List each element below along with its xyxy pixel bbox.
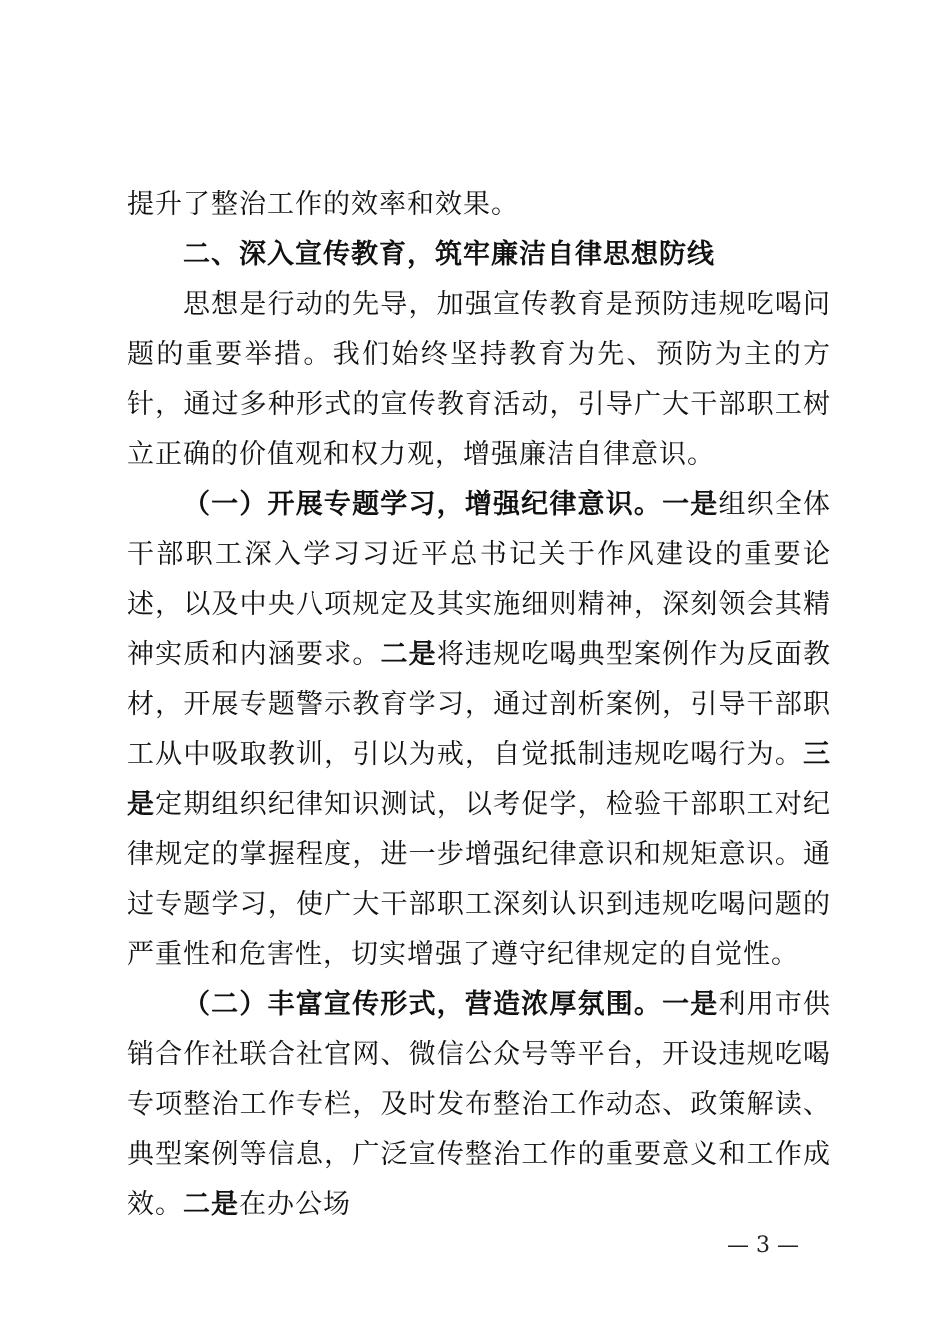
subsection-title: （二）丰富宣传形式，营造浓厚氛围。 xyxy=(183,989,663,1020)
text-run: 利用市供销合作社联合社官网、微信公众号等平台，开设违规吃喝专项整治工作专栏，及时发布整治工作动态、政策解读、典型案例等信息，广泛宣传整治工作的重要意义和工作成效。 xyxy=(127,989,832,1220)
document-page xyxy=(127,180,831,1230)
subsection-title: （一）开展专题学习，增强纪律意识。 xyxy=(183,489,663,520)
point-marker: 二是 xyxy=(380,639,437,670)
heading-text: 二、深入宣传教育，筑牢廉洁自律思想防线 xyxy=(183,239,715,270)
page-number: — 3 — xyxy=(727,1233,799,1258)
text-run: 在办公场 xyxy=(239,1189,351,1220)
point-marker: 二是 xyxy=(183,1189,239,1220)
text-run: 提升了整治工作的效率和效果。 xyxy=(127,189,519,220)
text-run: 定期组织纪律知识测试，以考促学，检验干部职工对纪律规定的掌握程度，进一步增强纪律意识和规矩意识。通过专题学习，使广大干部职工深刻认识到违规吃喝问题的严重性和危害性，切实增强了遵守纪律规定的自觉性。 xyxy=(127,789,832,970)
paragraph-subsection-2 xyxy=(127,980,831,1230)
paragraph-subsection-1 xyxy=(127,480,831,980)
point-marker: 一是 xyxy=(662,489,719,520)
point-marker: 三是 xyxy=(127,739,831,820)
paragraph-intro xyxy=(127,280,831,480)
text-run: 组织全体干部职工深入学习习近平总书记关于作风建设的重要论述，以及中央八项规定及其实施细则精神，深刻领会其精神实质和内涵要求。 xyxy=(127,489,832,670)
text-run: 思想是行动的先导，加强宣传教育是预防违规吃喝问题的重要举措。我们始终坚持教育为先、预防为主的方针，通过多种形式的宣传教育活动，引导广大干部职工树立正确的价值观和权力观，增强廉洁自律意识。 xyxy=(127,289,831,470)
section-heading xyxy=(127,230,831,280)
paragraph-continuation xyxy=(127,180,831,230)
point-marker: 一是 xyxy=(662,989,719,1020)
text-run: 将违规吃喝典型案例作为反面教材，开展专题警示教育学习，通过剖析案例，引导干部职工从中吸取教训，引以为戒，自觉抵制违规吃喝行为。 xyxy=(127,639,832,770)
